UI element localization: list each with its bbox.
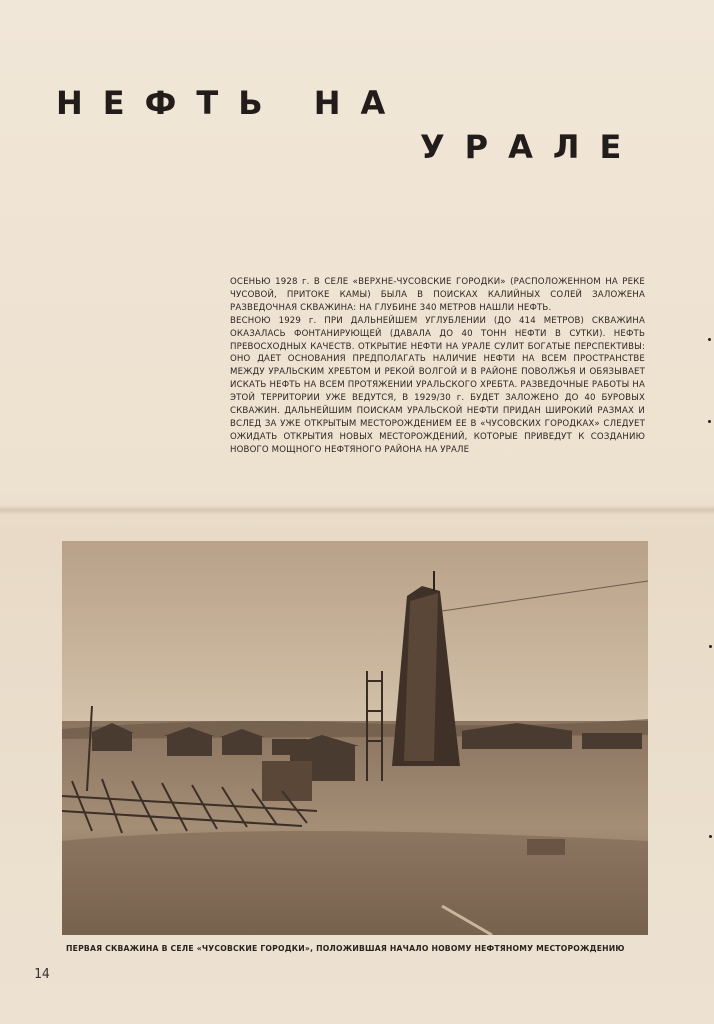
- margin-mark: [708, 338, 711, 341]
- article-paragraph-1: ОСЕНЬЮ 1928 г. В СЕЛЕ «ВЕРХНЕ-ЧУСОВСКИЕ ГОРОДКИ» (РАСПОЛОЖЕННОМ НА РЕКЕ ЧУСОВОЙ, ПРИТОКЕ КАМЫ) БЫЛА В ПОИСКАХ КАЛИЙНЫХ СОЛЕЙ ЗАЛОЖЕНА РАЗВЕДОЧНАЯ СКВАЖИНА: НА ГЛУБИНЕ 340 МЕТРОВ НАШЛИ НЕФТЬ.: [230, 277, 645, 313]
- margin-mark: [708, 420, 711, 423]
- photo-caption: ПЕРВАЯ СКВАЖИНА В СЕЛЕ «ЧУСОВСКИЕ ГОРОДКИ», ПОЛОЖИВШАЯ НАЧАЛО НОВОМУ НЕФТЯНОМУ МЕСТОРОЖДЕНИЮ: [66, 944, 625, 953]
- page-number: 14: [34, 967, 50, 982]
- margin-mark: [709, 835, 712, 838]
- article-body: [230, 276, 645, 457]
- page-fold: [0, 505, 714, 515]
- article-title-line-2: УРАЛЕ: [420, 128, 642, 166]
- margin-mark: [709, 645, 712, 648]
- article-title-line-1: НЕФТЬ НА: [56, 84, 406, 122]
- article-paragraph-2: ВЕСНОЮ 1929 г. ПРИ ДАЛЬНЕЙШЕМ УГЛУБЛЕНИИ (ДО 414 МЕТРОВ) СКВАЖИНА ОКАЗАЛАСЬ ФОНТАНИРУЮЩЕЙ (ДАВАЛА ДО 40 ТОНН НЕФТИ В СУТКИ). НЕФТЬ ПРЕВОСХОДНЫХ КАЧЕСТВ. ОТКРЫТИЕ НЕФТИ НА УРАЛЕ СУЛИТ БОГАТЫЕ ПЕРСПЕКТИВЫ: ОНО ДАЕТ ОСНОВАНИЯ ПРЕДПОЛАГАТЬ НАЛИЧИЕ НЕФТИ НА ВСЕМ ПРОСТРАНСТВЕ МЕЖДУ УРАЛЬСКИМ ХРЕБТОМ И РЕКОЙ ВОЛГОЙ И В РАЙОНЕ ПОВОЛЖЬЯ И ОБЯЗЫВАЕТ ИСКАТЬ НЕФТЬ НА ВСЕМ ПРОТЯЖЕНИИ УРАЛЬСКОГО ХРЕБТА. РАЗВЕДОЧНЫЕ РАБОТЫ НА ЭТОЙ ТЕРРИТОРИИ УЖЕ ВЕДУТСЯ, В 1929/30 г. БУДЕТ ЗАЛОЖЕНО ДО 40 БУРОВЫХ СКВАЖИН. ДАЛЬНЕЙШИМ ПОИСКАМ УРАЛЬСКОЙ НЕФТИ ПРИДАН ШИРОКИЙ РАЗМАХ И ВСЛЕД ЗА УЖЕ ОТКРЫТЫМ МЕСТОРОЖДЕНИЕМ ЕЕ В «ЧУСОВСКИХ ГОРОДКАХ» СЛЕДУЕТ ОЖИДАТЬ ОТКРЫТИЯ НОВЫХ МЕСТОРОЖДЕНИЙ, КОТОРЫЕ ПРИВЕДУТ К СОЗДАНИЮ НОВОГО МОЩНОГО НЕФТЯНОГО РАЙОНА НА УРАЛЕ: [230, 315, 645, 455]
- oil-derrick-photo: [62, 541, 648, 935]
